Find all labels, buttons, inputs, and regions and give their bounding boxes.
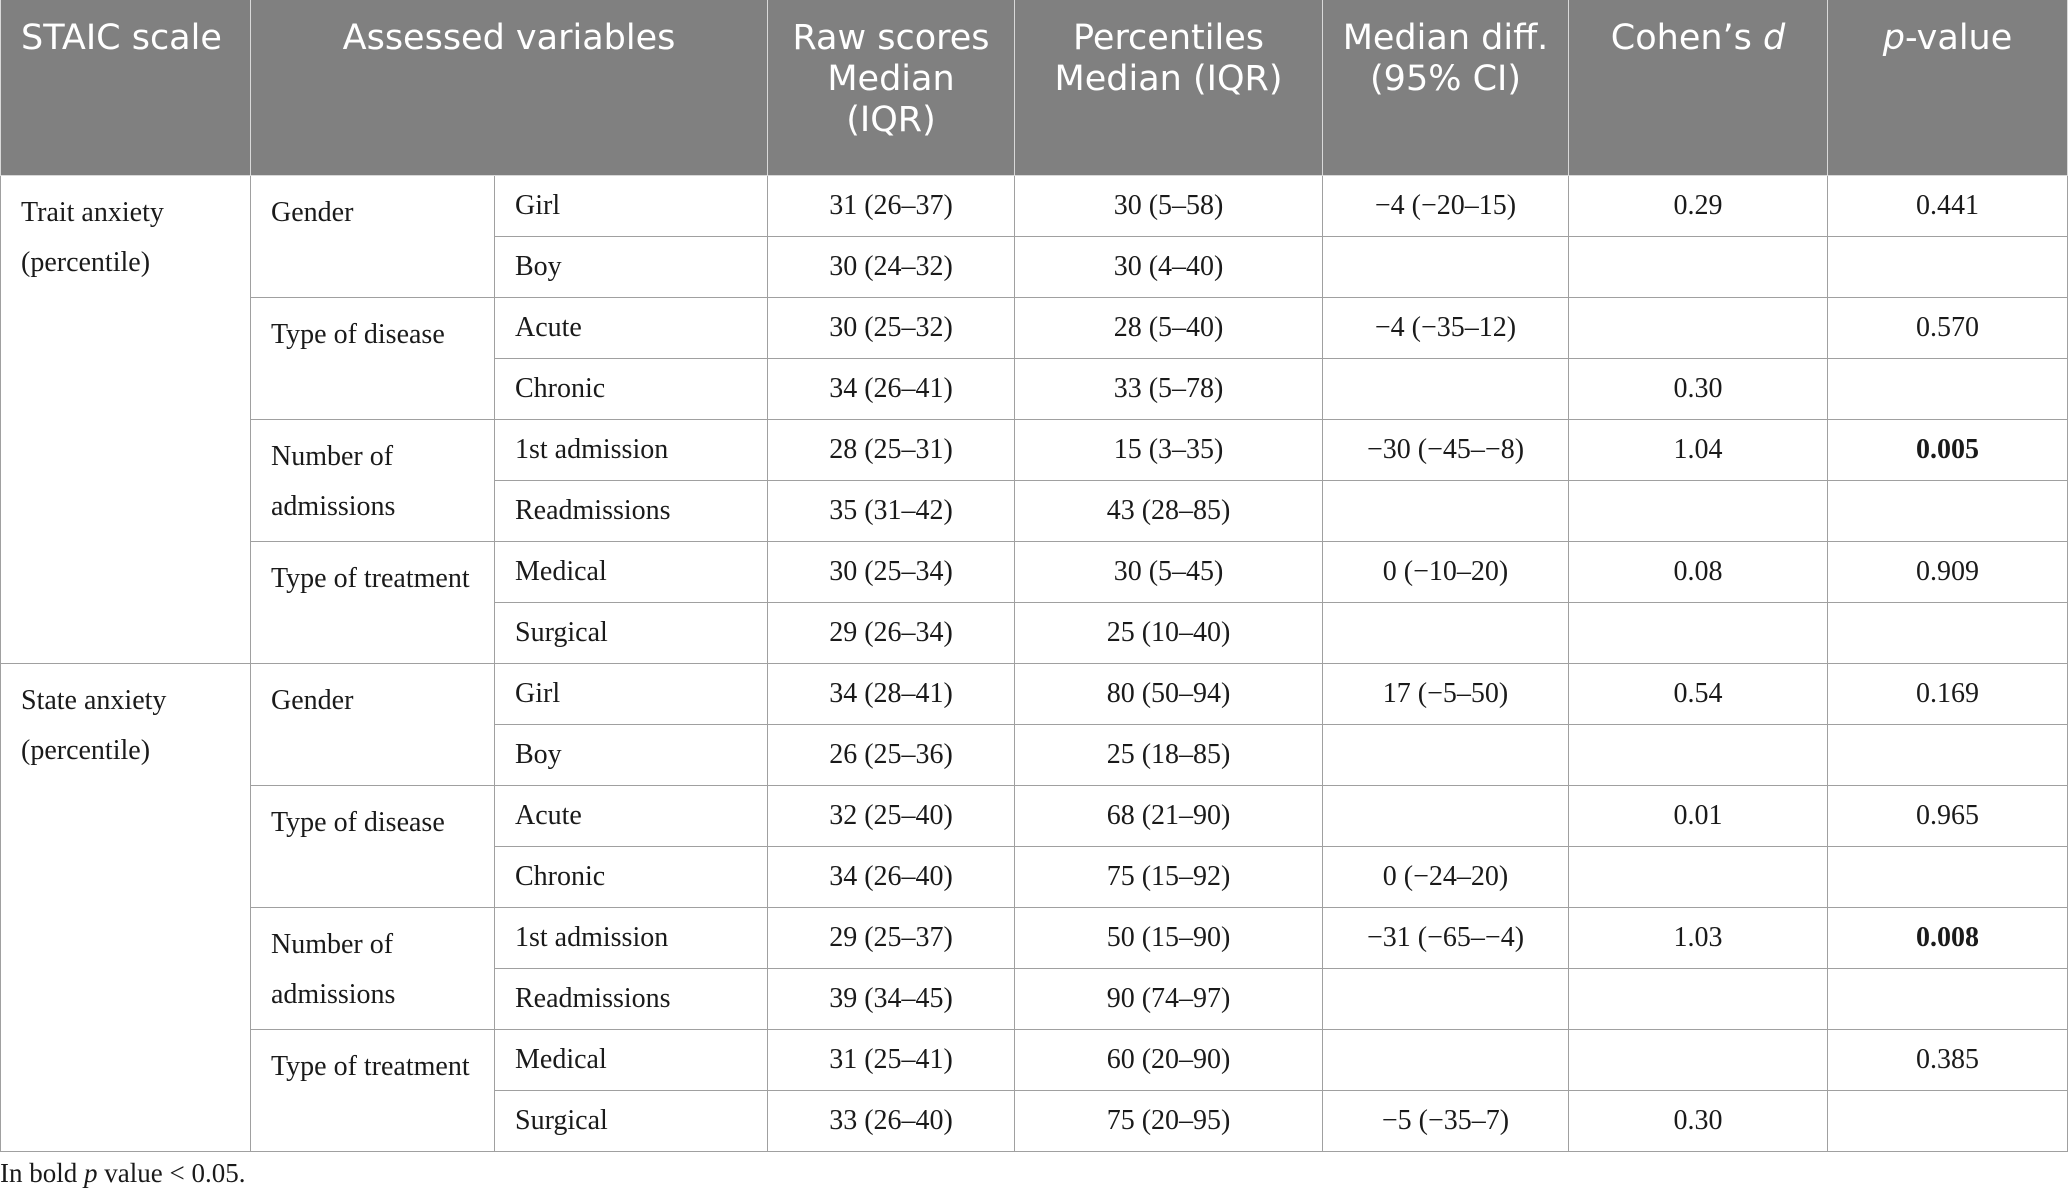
- raw-score-cell: 30 (24–32): [768, 237, 1015, 298]
- percentile-cell: 15 (3–35): [1015, 420, 1323, 481]
- header-pct-line2: Median (IQR): [1054, 59, 1283, 99]
- table-row: [1, 786, 2068, 847]
- level-cell: Acute: [495, 786, 768, 847]
- raw-score-cell: 34 (26–41): [768, 359, 1015, 420]
- median-diff-cell: −4 (−20–15): [1323, 176, 1569, 237]
- median-diff-cell: [1323, 237, 1569, 298]
- percentile-cell: 50 (15–90): [1015, 908, 1323, 969]
- raw-score-cell: 30 (25–34): [768, 542, 1015, 603]
- percentile-cell: 75 (20–95): [1015, 1091, 1323, 1152]
- variable-cell: Type of disease: [251, 298, 495, 420]
- percentile-cell: 90 (74–97): [1015, 969, 1323, 1030]
- p-value-cell: [1828, 725, 2068, 786]
- raw-score-cell: 29 (26–34): [768, 603, 1015, 664]
- raw-score-cell: 34 (26–40): [768, 847, 1015, 908]
- raw-score-cell: 33 (26–40): [768, 1091, 1015, 1152]
- percentile-cell: 25 (18–85): [1015, 725, 1323, 786]
- percentile-cell: 75 (15–92): [1015, 847, 1323, 908]
- level-cell: Chronic: [495, 847, 768, 908]
- header-diff-line1: Median diff.: [1342, 18, 1549, 58]
- header-diff-line2: (95% CI): [1370, 59, 1522, 99]
- level-cell: Boy: [495, 725, 768, 786]
- cohens-d-cell: [1569, 969, 1828, 1030]
- variable-cell: Number of admissions: [251, 908, 495, 1030]
- header-raw-line2: Median: [827, 59, 955, 99]
- p-value-cell: 0.385: [1828, 1030, 2068, 1091]
- raw-score-cell: 28 (25–31): [768, 420, 1015, 481]
- p-value-cell: 0.441: [1828, 176, 2068, 237]
- p-value-cell: 0.169: [1828, 664, 2068, 725]
- cohens-d-cell: [1569, 481, 1828, 542]
- cohens-d-cell: [1569, 847, 1828, 908]
- median-diff-cell: [1323, 603, 1569, 664]
- header-raw-line3: (IQR): [846, 100, 936, 140]
- cohens-d-cell: [1569, 298, 1828, 359]
- raw-score-cell: 39 (34–45): [768, 969, 1015, 1030]
- variable-cell: Gender: [251, 664, 495, 786]
- header-percentiles: [1015, 0, 1323, 176]
- raw-score-cell: 29 (25–37): [768, 908, 1015, 969]
- p-value-cell: [1828, 969, 2068, 1030]
- level-cell: Acute: [495, 298, 768, 359]
- header-cohens-d: [1569, 0, 1828, 176]
- level-cell: Medical: [495, 542, 768, 603]
- header-cohen-d-symbol: d: [1763, 18, 1786, 58]
- scale-cell: Trait anxiety (percentile): [1, 176, 251, 664]
- level-cell: Readmissions: [495, 481, 768, 542]
- table-row: [1, 542, 2068, 603]
- level-cell: Medical: [495, 1030, 768, 1091]
- cohens-d-cell: [1569, 237, 1828, 298]
- table-row: [1, 298, 2068, 359]
- median-diff-cell: [1323, 359, 1569, 420]
- table-footnote: [0, 1158, 245, 1189]
- percentile-cell: 43 (28–85): [1015, 481, 1323, 542]
- cohens-d-cell: [1569, 603, 1828, 664]
- level-cell: Girl: [495, 176, 768, 237]
- header-p-suffix: -value: [1904, 18, 2013, 58]
- raw-score-cell: 35 (31–42): [768, 481, 1015, 542]
- variable-cell: Type of treatment: [251, 542, 495, 664]
- median-diff-cell: [1323, 786, 1569, 847]
- median-diff-cell: 0 (−24–20): [1323, 847, 1569, 908]
- variable-cell: Number of admissions: [251, 420, 495, 542]
- header-pct-line1: Percentiles: [1073, 18, 1264, 58]
- p-value-cell: [1828, 237, 2068, 298]
- percentile-cell: 30 (5–58): [1015, 176, 1323, 237]
- level-cell: Boy: [495, 237, 768, 298]
- p-value-cell: [1828, 1091, 2068, 1152]
- raw-score-cell: 32 (25–40): [768, 786, 1015, 847]
- cohens-d-cell: 0.30: [1569, 1091, 1828, 1152]
- p-value-cell: [1828, 359, 2068, 420]
- level-cell: 1st admission: [495, 420, 768, 481]
- scale-cell: State anxiety (percentile): [1, 664, 251, 1152]
- raw-score-cell: 31 (25–41): [768, 1030, 1015, 1091]
- cohens-d-cell: 1.03: [1569, 908, 1828, 969]
- level-cell: Girl: [495, 664, 768, 725]
- percentile-cell: 68 (21–90): [1015, 786, 1323, 847]
- cohens-d-cell: 0.08: [1569, 542, 1828, 603]
- median-diff-cell: [1323, 725, 1569, 786]
- header-raw-scores: [768, 0, 1015, 176]
- p-value-cell: 0.008: [1828, 908, 2068, 969]
- table-row: [1, 1030, 2068, 1091]
- header-row: [1, 0, 2068, 176]
- footnote-suffix: value < 0.05.: [97, 1158, 246, 1188]
- level-cell: Chronic: [495, 359, 768, 420]
- header-scale: STAIC scale: [1, 0, 251, 176]
- header-median-diff: [1323, 0, 1569, 176]
- level-cell: 1st admission: [495, 908, 768, 969]
- p-value-cell: 0.005: [1828, 420, 2068, 481]
- cohens-d-cell: 1.04: [1569, 420, 1828, 481]
- cohens-d-cell: 0.30: [1569, 359, 1828, 420]
- header-raw-line1: Raw scores: [792, 18, 990, 58]
- variable-cell: Type of disease: [251, 786, 495, 908]
- table-body: [1, 176, 2068, 1152]
- median-diff-cell: 17 (−5–50): [1323, 664, 1569, 725]
- median-diff-cell: −5 (−35–7): [1323, 1091, 1569, 1152]
- median-diff-cell: [1323, 481, 1569, 542]
- median-diff-cell: −31 (−65–−4): [1323, 908, 1569, 969]
- median-diff-cell: 0 (−10–20): [1323, 542, 1569, 603]
- level-cell: Surgical: [495, 603, 768, 664]
- cohens-d-cell: 0.01: [1569, 786, 1828, 847]
- cohens-d-cell: [1569, 725, 1828, 786]
- variable-cell: Gender: [251, 176, 495, 298]
- raw-score-cell: 30 (25–32): [768, 298, 1015, 359]
- table-row: [1, 908, 2068, 969]
- level-cell: Surgical: [495, 1091, 768, 1152]
- p-value-cell: [1828, 481, 2068, 542]
- percentile-cell: 60 (20–90): [1015, 1030, 1323, 1091]
- table-row: [1, 664, 2068, 725]
- table-row: [1, 420, 2068, 481]
- header-variables: Assessed variables: [251, 0, 768, 176]
- percentile-cell: 30 (5–45): [1015, 542, 1323, 603]
- header-p-symbol: p: [1882, 18, 1905, 58]
- percentile-cell: 30 (4–40): [1015, 237, 1323, 298]
- footnote-prefix: In bold: [0, 1158, 84, 1188]
- p-value-cell: [1828, 847, 2068, 908]
- percentile-cell: 28 (5–40): [1015, 298, 1323, 359]
- percentile-cell: 33 (5–78): [1015, 359, 1323, 420]
- variable-cell: Type of treatment: [251, 1030, 495, 1152]
- table-row: [1, 176, 2068, 237]
- p-value-cell: 0.909: [1828, 542, 2068, 603]
- p-value-cell: 0.570: [1828, 298, 2068, 359]
- header-p-value: [1828, 0, 2068, 176]
- median-diff-cell: [1323, 1030, 1569, 1091]
- percentile-cell: 80 (50–94): [1015, 664, 1323, 725]
- cohens-d-cell: [1569, 1030, 1828, 1091]
- median-diff-cell: [1323, 969, 1569, 1030]
- cohens-d-cell: 0.54: [1569, 664, 1828, 725]
- raw-score-cell: 31 (26–37): [768, 176, 1015, 237]
- percentile-cell: 25 (10–40): [1015, 603, 1323, 664]
- median-diff-cell: −30 (−45–−8): [1323, 420, 1569, 481]
- header-cohen-text: Cohen’s: [1610, 18, 1764, 58]
- median-diff-cell: −4 (−35–12): [1323, 298, 1569, 359]
- p-value-cell: [1828, 603, 2068, 664]
- level-cell: Readmissions: [495, 969, 768, 1030]
- raw-score-cell: 34 (28–41): [768, 664, 1015, 725]
- footnote-p-symbol: p: [84, 1158, 98, 1188]
- raw-score-cell: 26 (25–36): [768, 725, 1015, 786]
- cohens-d-cell: 0.29: [1569, 176, 1828, 237]
- p-value-cell: 0.965: [1828, 786, 2068, 847]
